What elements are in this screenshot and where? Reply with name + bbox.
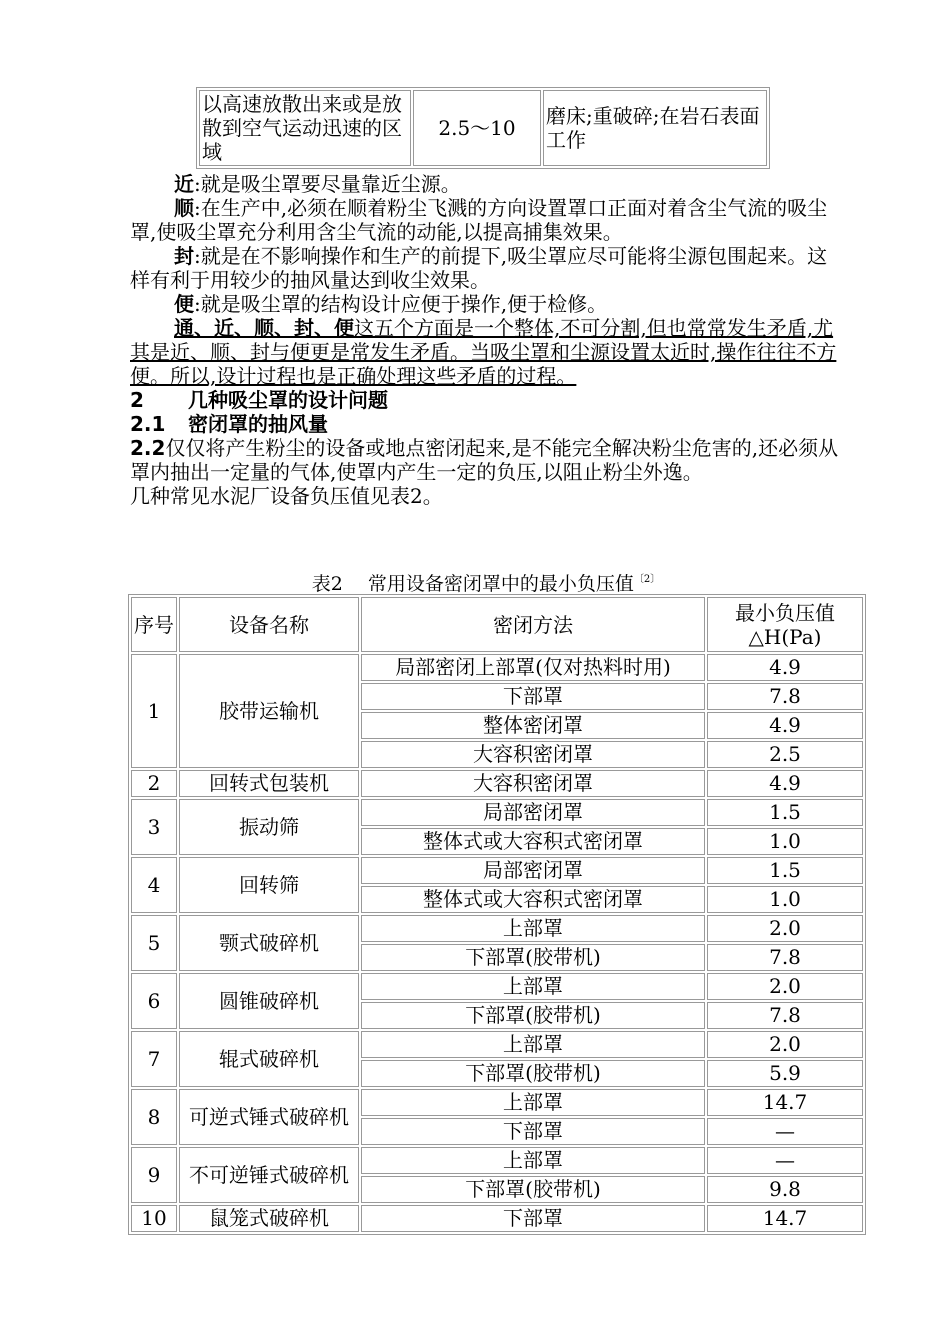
paragraph-2-2 — [130, 436, 842, 484]
cell-method: 大容积密闭罩 — [361, 741, 705, 768]
paragraph-text: :就是吸尘罩要尽量靠近尘源。 — [194, 172, 461, 196]
cell-value: 2.0 — [707, 1031, 863, 1058]
cell-method: 整体式或大容积式密闭罩 — [361, 886, 705, 913]
cell-no: 5 — [131, 915, 177, 971]
paragraph-summary — [130, 316, 842, 388]
paragraph-text: :就是在不影响操作和生产的前提下,吸尘罩应尽可能将尘源包围起来。这样有利于用较少的抽风量达到收尘效果。 — [130, 244, 828, 292]
cell-no: 6 — [131, 973, 177, 1029]
cell-value: 7.8 — [707, 1002, 863, 1029]
section-number: 2 — [130, 388, 144, 412]
cell-equipment-name: 辊式破碎机 — [179, 1031, 359, 1087]
cell-value: — — [707, 1118, 863, 1145]
header-method: 密闭方法 — [361, 597, 705, 652]
cell-no: 2 — [131, 770, 177, 797]
cell-method: 上部罩 — [361, 1031, 705, 1058]
cell-value: 1.5 — [707, 857, 863, 884]
cell-value: 5.9 — [707, 1060, 863, 1087]
cell-value: 2.5 — [707, 741, 863, 768]
caption-reference: 〔2〕 — [633, 574, 661, 585]
cell-no: 7 — [131, 1031, 177, 1087]
cell-value: 7.8 — [707, 683, 863, 710]
cell-method: 局部密闭罩 — [361, 799, 705, 826]
cell-equipment-name: 不可逆锤式破碎机 — [179, 1147, 359, 1203]
paragraph-feng — [130, 244, 842, 292]
cell-value: 14.7 — [707, 1205, 863, 1232]
cell-method: 上部罩 — [361, 973, 705, 1000]
header-no: 序号 — [131, 597, 177, 652]
cell-equipment-name: 胶带运输机 — [179, 654, 359, 768]
header-value — [707, 597, 863, 652]
table-cell-examples: 磨床;重破碎;在岩石表面工作 — [543, 90, 767, 166]
cell-method: 下部罩(胶带机) — [361, 1176, 705, 1203]
table-cell-area: 以高速放散出来或是放散到空气运动迅速的区域 — [199, 90, 411, 166]
cell-value: 9.8 — [707, 1176, 863, 1203]
cell-method: 下部罩(胶带机) — [361, 1002, 705, 1029]
cell-no: 8 — [131, 1089, 177, 1145]
cell-method: 下部罩 — [361, 683, 705, 710]
cell-value: — — [707, 1147, 863, 1174]
cell-value: 14.7 — [707, 1089, 863, 1116]
cell-value: 4.9 — [707, 770, 863, 797]
table-row — [131, 973, 863, 1000]
section-number: 2.1 — [130, 412, 166, 436]
table-row — [131, 770, 863, 797]
continued-table — [196, 87, 770, 169]
cell-equipment-name: 回转筛 — [179, 857, 359, 913]
paragraph-text: 仅仅将产生粉尘的设备或地点密闭起来,是不能完全解决粉尘危害的,还必须从罩内抽出一定量的气体,使罩内产生一定的负压,以阻止粉尘外逸。 — [130, 436, 839, 484]
keyword: 顺 — [174, 196, 194, 220]
paragraph-shun — [130, 196, 842, 244]
table-row — [131, 1205, 863, 1232]
cell-value: 1.0 — [707, 828, 863, 855]
cell-no: 10 — [131, 1205, 177, 1232]
cell-value: 2.0 — [707, 973, 863, 1000]
table-row — [199, 90, 767, 166]
body-text — [130, 172, 842, 508]
table-caption — [130, 568, 842, 596]
cell-equipment-name: 圆锥破碎机 — [179, 973, 359, 1029]
cell-equipment-name: 振动筛 — [179, 799, 359, 855]
header-name: 设备名称 — [179, 597, 359, 652]
cell-method: 整体式或大容积式密闭罩 — [361, 828, 705, 855]
cell-equipment-name: 可逆式锤式破碎机 — [179, 1089, 359, 1145]
section-number: 2.2 — [130, 436, 166, 460]
cell-equipment-name: 颚式破碎机 — [179, 915, 359, 971]
cell-no: 9 — [131, 1147, 177, 1203]
cell-no: 1 — [131, 654, 177, 768]
table-row — [131, 857, 863, 884]
section-title: 几种吸尘罩的设计问题 — [188, 388, 388, 412]
keyword: 便 — [174, 292, 194, 316]
cell-method: 大容积密闭罩 — [361, 770, 705, 797]
cell-equipment-name: 回转式包装机 — [179, 770, 359, 797]
cell-method: 上部罩 — [361, 1147, 705, 1174]
cell-value: 7.8 — [707, 944, 863, 971]
cell-value: 4.9 — [707, 654, 863, 681]
keyword: 封 — [174, 244, 194, 268]
table-cell-value: 2.5～10 — [413, 90, 541, 166]
cell-value: 4.9 — [707, 712, 863, 739]
cell-method: 上部罩 — [361, 1089, 705, 1116]
section-title: 密闭罩的抽风量 — [188, 412, 328, 436]
cell-method: 下部罩(胶带机) — [361, 1060, 705, 1087]
caption-text: 表2 常用设备密闭罩中的最小负压值 — [311, 573, 634, 595]
cell-value: 1.5 — [707, 799, 863, 826]
header-value-line2: △H(Pa) — [748, 624, 822, 649]
cell-method: 局部密闭罩 — [361, 857, 705, 884]
negative-pressure-table — [128, 594, 866, 1235]
table-row — [131, 654, 863, 681]
cell-equipment-name: 鼠笼式破碎机 — [179, 1205, 359, 1232]
cell-no: 3 — [131, 799, 177, 855]
paragraph-text: :就是吸尘罩的结构设计应便于操作,便于检修。 — [194, 292, 608, 316]
paragraph-text: :在生产中,必须在顺着粉尘飞溅的方向设置罩口正面对着含尘气流的吸尘罩,使吸尘罩充分利用含尘气流的动能,以提高捕集效果。 — [130, 196, 828, 244]
cell-method: 下部罩(胶带机) — [361, 944, 705, 971]
paragraph-text: 这五个方面是一个整体,不可分割,但也常常发生矛盾,尤其是近、顺、封与便更是常发生矛盾。当吸尘罩和尘源设置太近时,操作往往不方便。所以,设计过程也是正确处理这些矛盾的过程。 — [130, 316, 837, 388]
table-header-row — [131, 597, 863, 652]
cell-method: 下部罩 — [361, 1205, 705, 1232]
table-row — [131, 1031, 863, 1058]
header-value-line1: 最小负压值 — [735, 600, 835, 625]
section-heading — [130, 388, 842, 412]
cell-method: 局部密闭上部罩(仅对热料时用) — [361, 654, 705, 681]
paragraph-jin — [130, 172, 842, 196]
table-reference-note: 几种常见水泥厂设备负压值见表2。 — [130, 484, 443, 508]
table-row — [131, 915, 863, 942]
cell-value: 2.0 — [707, 915, 863, 942]
cell-value: 1.0 — [707, 886, 863, 913]
table-row — [131, 1089, 863, 1116]
table-row — [131, 1147, 863, 1174]
cell-method: 下部罩 — [361, 1118, 705, 1145]
table-row — [131, 799, 863, 826]
cell-no: 4 — [131, 857, 177, 913]
keyword: 通、近、顺、封、便 — [174, 316, 354, 340]
cell-method: 上部罩 — [361, 915, 705, 942]
paragraph-bian — [130, 292, 842, 316]
cell-method: 整体密闭罩 — [361, 712, 705, 739]
keyword: 近 — [174, 172, 194, 196]
subsection-heading — [130, 412, 842, 436]
